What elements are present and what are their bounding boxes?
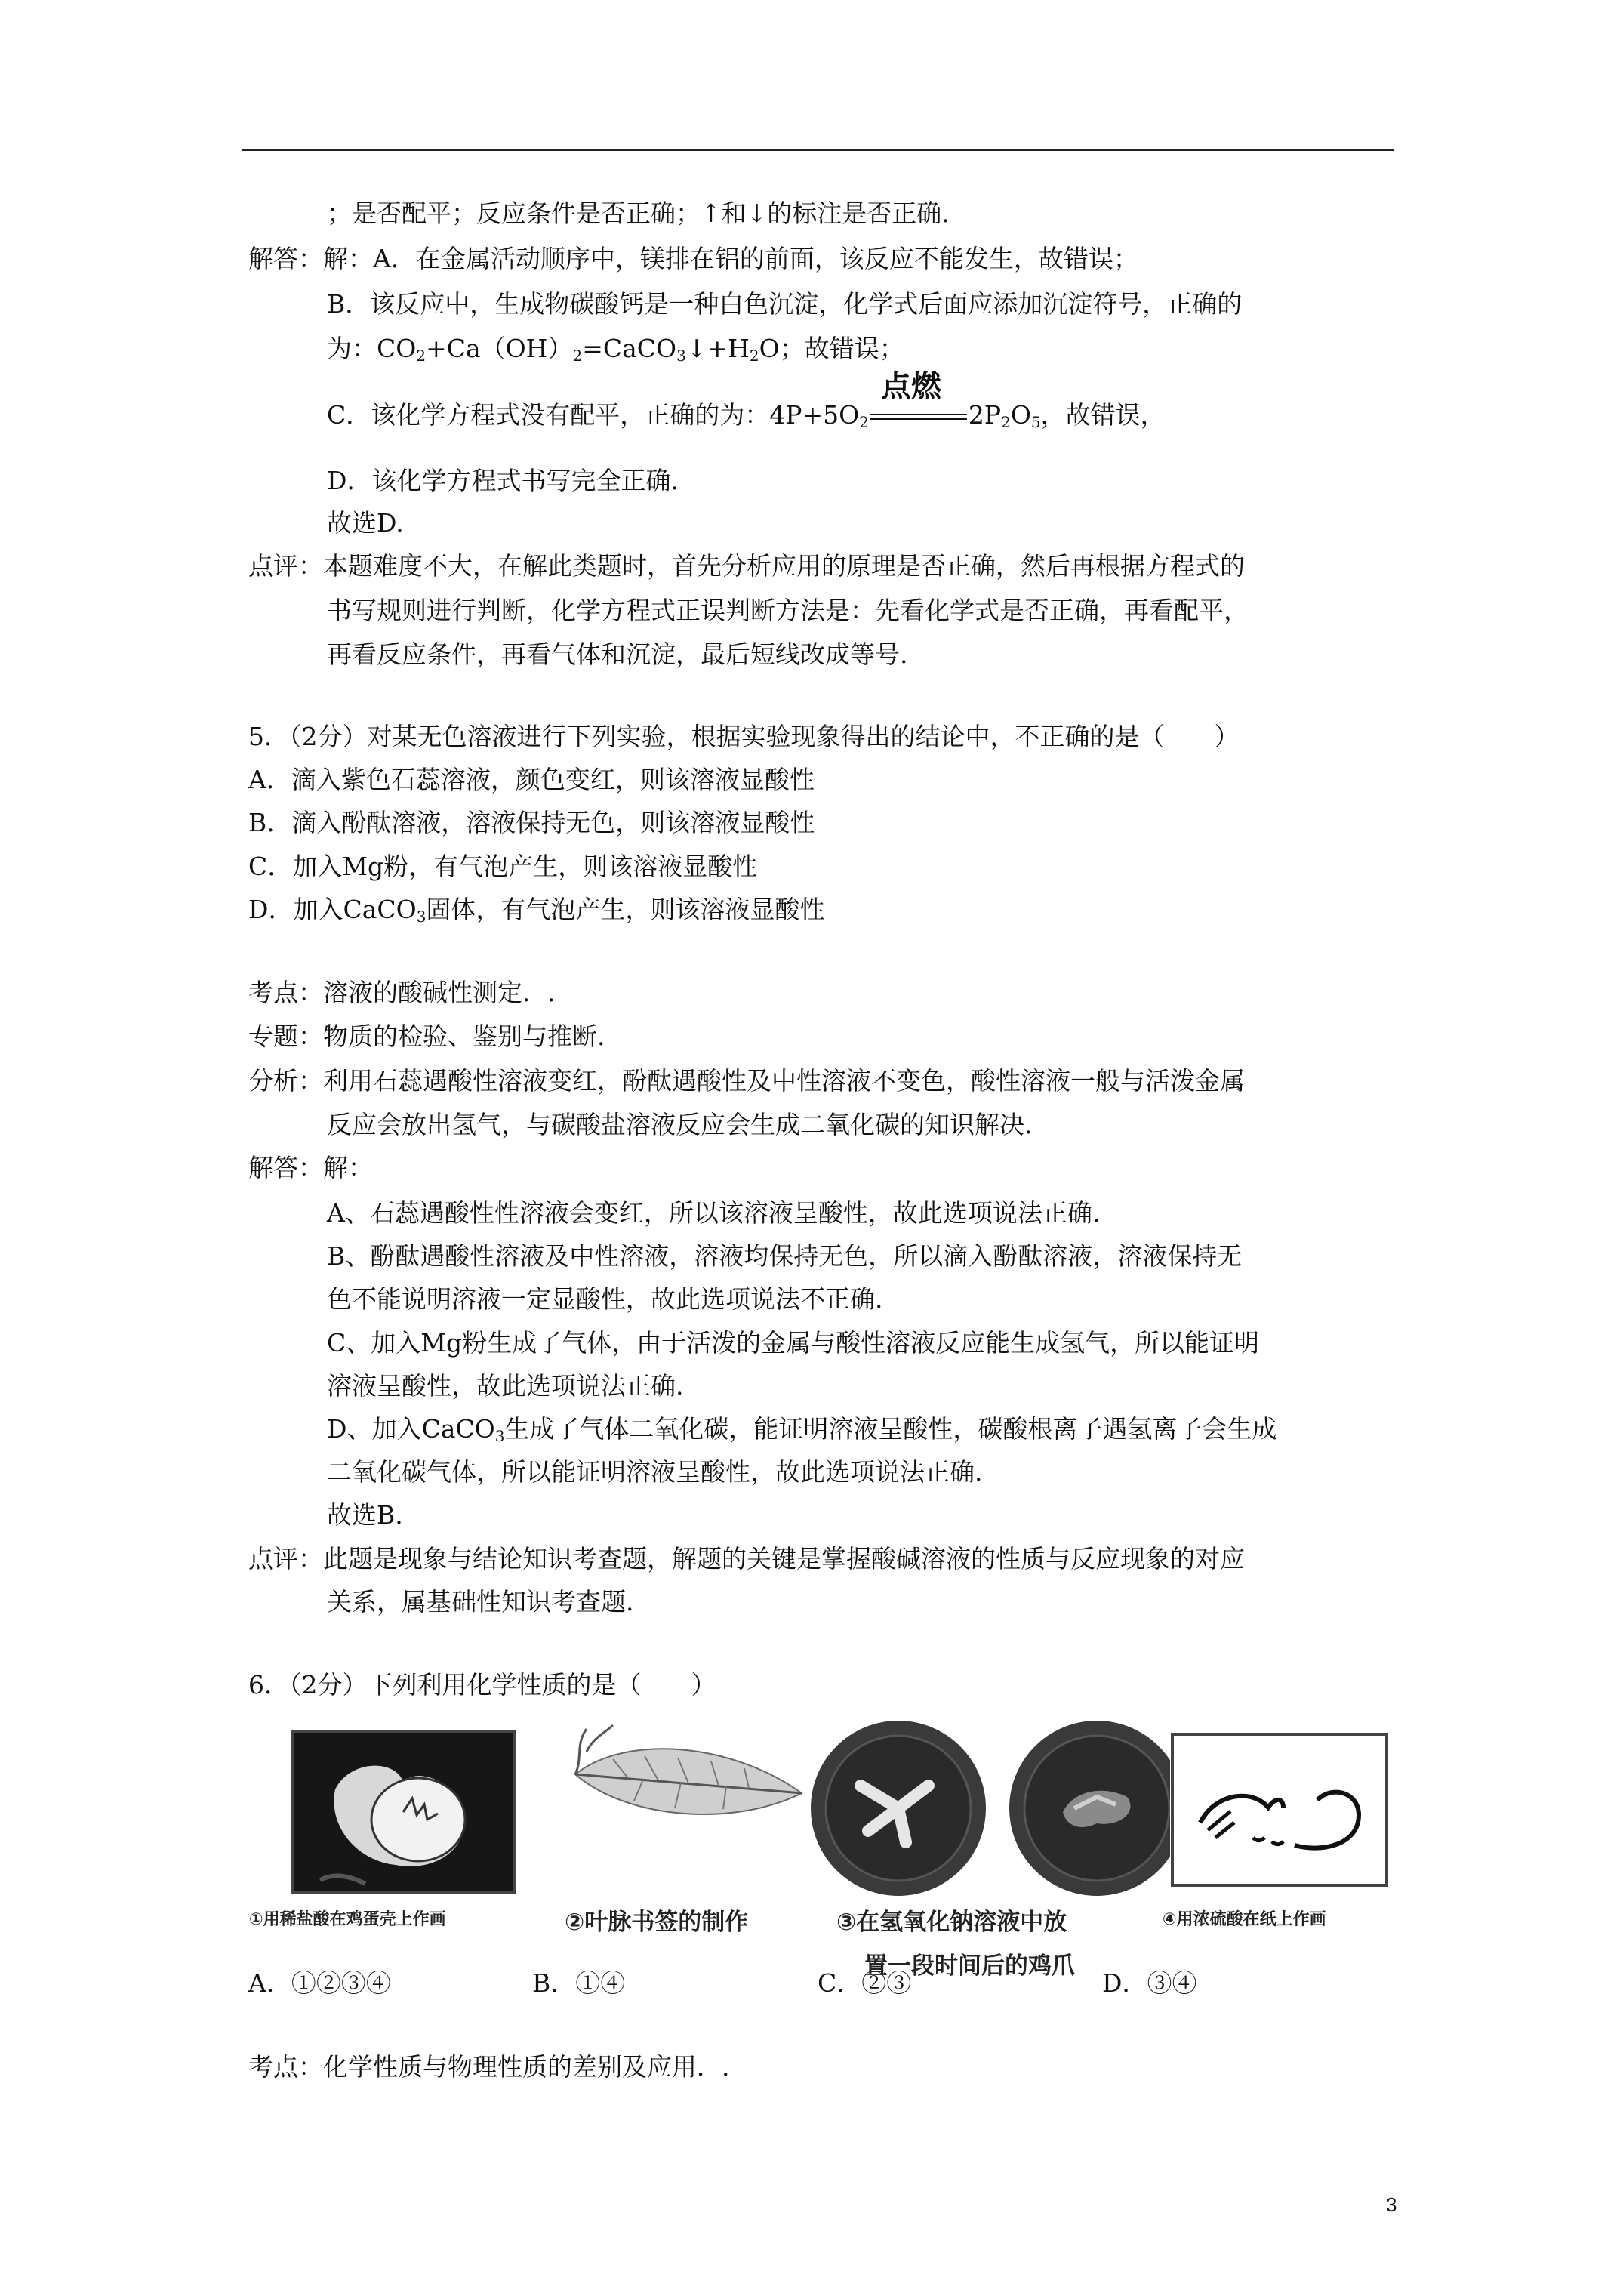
text-line: A、石蕊遇酸性性溶液会变红，所以该溶液呈酸性，故此选项说法正确. [327, 1198, 1101, 1228]
text-line: 分析：利用石蕊遇酸性溶液变红，酚酞遇酸性及中性溶液不变色，酸性溶液一般与活泼金属 [248, 1066, 1245, 1096]
formula-line: 为：$CO_2+Ca(OH)_2=CaCO_3↓+H_2O$；故错误； [327, 334, 904, 365]
text-line: 故选D. [327, 508, 404, 538]
text-line: 再看反应条件，再看气体和沉淀，最后短线改成等号. [327, 639, 908, 669]
text-line: B．该反应中，生成物碳酸钙是一种白色沉淀，化学式后面应添加沉淀符号，正确的 [327, 289, 1243, 319]
text-line: D．该化学方程式书写完全正确. [327, 466, 679, 495]
text-line: 考点：溶液的酸碱性测定．. [248, 978, 556, 1007]
option-d: D．加入CaCO$_3$固体，有气泡产生，则该溶液显酸性 [248, 895, 825, 926]
egg-shell-drawing-photo [290, 1729, 516, 1895]
text-line: 溶液呈酸性，故此选项说法正确. [327, 1371, 684, 1401]
figure-caption-3a: ③在氢氧化钠溶液中放 [836, 1909, 1067, 1936]
option-c: C．加入Mg粉，有气泡产生，则该溶液显酸性 [248, 852, 758, 881]
text-line: 反应会放出氢气，与碳酸盐溶液反应会生成二氧化碳的知识解决. [327, 1110, 1033, 1139]
formula-line: D、加入CaCO$_3$生成了气体二氧化碳，能证明溶液呈酸性，碳酸根离子遇氢离子会生成 [327, 1414, 1277, 1445]
header-rule [242, 149, 1394, 151]
text-line: 色不能说明溶液一定显酸性，故此选项说法不正确. [327, 1284, 883, 1314]
question-6: 6．（2分）下列利用化学性质的是（ ） [248, 1670, 716, 1700]
option-b: B．①④ [532, 1968, 626, 1998]
text-line: ；是否配平；反应条件是否正确；↑和↓的标注是否正确. [327, 199, 950, 228]
option-b: B．滴入酚酞溶液，溶液保持无色，则该溶液显酸性 [248, 808, 815, 837]
page-number: 3 [1386, 2193, 1397, 2216]
text-line: C、加入Mg粉生成了气体，由于活泼的金属与酸性溶液反应能生成氢气，所以能证明 [327, 1328, 1260, 1358]
option-d: D．③④ [1102, 1968, 1197, 1998]
figure-caption-1: ①用稀盐酸在鸡蛋壳上作画 [249, 1910, 446, 1929]
text-line: 解答：解： [248, 1153, 373, 1182]
option-a: A．①②③④ [248, 1968, 391, 1998]
chicken-claw-photo-2 [1006, 1718, 1187, 1899]
leaf-vein-bookmark-photo [560, 1721, 809, 1835]
text-line: 书写规则进行判断，化学方程式正误判断方法是：先看化学式是否正确，再看配平， [327, 596, 1249, 625]
figure-caption-4: ④用浓硫酸在纸上作画 [1163, 1910, 1326, 1929]
text-line: 专题：物质的检验、鉴别与推断. [248, 1022, 605, 1051]
paper-mouse-drawing-photo [1170, 1732, 1389, 1888]
figure-caption-2: ②叶脉书签的制作 [565, 1909, 749, 1936]
figure-caption-3b: 置一段时间后的鸡爪 [864, 1952, 1075, 1980]
option-c: C．②③ [818, 1968, 912, 1998]
text-line: 考点：化学性质与物理性质的差别及应用．. [248, 2052, 730, 2082]
text-line: 点评：本题难度不大，在解此类题时，首先分析应用的原理是否正确，然后再根据方程式的 [248, 551, 1245, 581]
reaction-condition: 点燃 [870, 400, 967, 430]
text-line: 解答：解：A．在金属活动顺序中，镁排在铝的前面，该反应不能发生，故错误； [248, 244, 1138, 273]
formula-line: C．该化学方程式没有配平，正确的为：$4P+5O_2$ 点燃 $2P_2O_5$，故错误， [327, 369, 1166, 431]
text-line: B、酚酞遇酸性溶液及中性溶液，溶液均保持无色，所以滴入酚酞溶液，溶液保持无 [327, 1241, 1243, 1271]
question-5: 5．（2分）对某无色溶液进行下列实验，根据实验现象得出的结论中，不正确的是（ ） [248, 722, 1240, 751]
text-line: 关系，属基础性知识考查题. [327, 1587, 634, 1616]
chicken-claw-photo-1 [808, 1718, 989, 1899]
option-a: A．滴入紫色石蕊溶液，颜色变红，则该溶液显酸性 [248, 765, 815, 794]
text-line: 二氧化碳气体，所以能证明溶液呈酸性，故此选项说法正确. [327, 1457, 983, 1487]
text-line: 点评：此题是现象与结论知识考查题，解题的关键是掌握酸碱溶液的性质与反应现象的对应 [248, 1544, 1245, 1573]
text-line: 故选B. [327, 1500, 403, 1530]
